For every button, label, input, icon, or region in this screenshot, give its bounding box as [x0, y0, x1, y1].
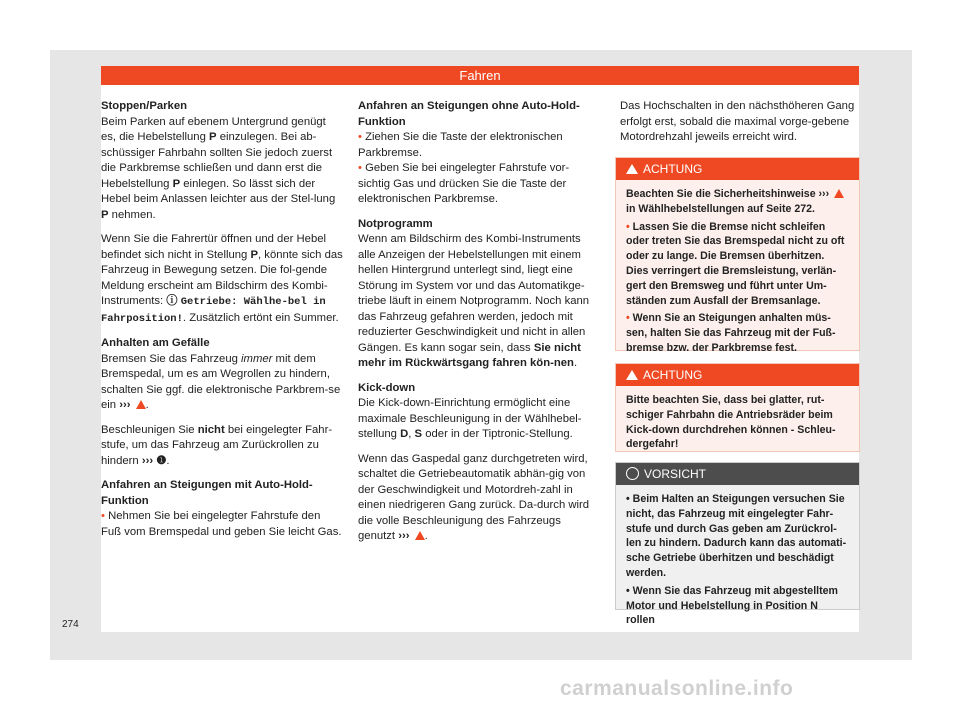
- heading-ohne-auto-hold: Anfahren an Steigungen ohne Auto-Hold-Funktion: [358, 100, 580, 128]
- column-1: [101, 99, 343, 549]
- warning-icon: [136, 400, 146, 409]
- column-3: [620, 99, 860, 155]
- paragraph-parken: Beim Parken auf ebenem Untergrund genügt es, die Hebelstellung P einzulegen. Bei ab-schüssiger Fahrbahn sollten Sie jedoch zuerst die Parkbremse schließen und dann erst die Hebelstellung P einlegen. So lässt sich der Hebel beim Anlassen leichter aus der Stel-lung P nehmen.: [101, 115, 336, 221]
- heading-kick-down: Kick-down: [358, 381, 416, 394]
- heading-stoppen-parken: Stoppen/Parken: [101, 100, 188, 112]
- column-2: [358, 99, 600, 554]
- caution-box-body: • Beim Halten an Steigungen versuchen Sie nicht, das Fahrzeug mit eingelegter Fahr-stufe und durch Gas geben am Zurückrol-len zu hindern. Dadurch kann das automati-sche Getriebe überhitzen und beschädigt werden. • Wenn Sie das Fahrzeug mit abgestelltem Motor und Hebelstellung in Position N rollen: [626, 493, 847, 627]
- warning-icon: [626, 370, 638, 380]
- watermark: carmanualsonline.info: [560, 677, 794, 700]
- paragraph-fahrertuer: Wenn Sie die Fahrertür öffnen und der Hebel befindet sich nicht in Stellung P, könnte sich das Fahrzeug in Bewegung setzen. Die fol-gende Meldung erscheint am Bildschirm des Kombi-Instruments: ⓘ Getriebe: Wählhe-bel in Fahrposition!. Zusätzlich ertönt ein Summer.: [101, 233, 343, 325]
- warning-box-body: Beachten Sie die Sicherheitshinweise ››› in Wählhebelstellungen auf Seite 272. • Lassen Sie die Bremse nicht schleifen oder treten Sie das Bremspedal nicht zu oft oder zu lange. Die Bremsen überhitzen. Dies verringert die Bremsleistung, verlän-gert den Bremsweg und führt unter Um-ständen zum Ausfall der Bremsanlage. • Wenn Sie an Steigungen anhalten müs-sen, halten Sie das Fahrzeug mit der Fuß-bremse bzw. der Parkbremse fest.: [626, 188, 845, 354]
- page-number: 274: [62, 619, 79, 630]
- section-banner: Fahren: [101, 66, 859, 85]
- caution-box-header: VORSICHT: [616, 463, 859, 485]
- paragraph-hochschalten: Das Hochschalten in den nächsthöheren Gang erfolgt erst, sobald die maximal vorge-gebene Motordrehzahl jeweils erreicht wird.: [620, 100, 855, 143]
- paragraph-gaspedal: Wenn das Gaspedal ganz durchgetreten wird, schaltet die Getriebeautomatik abhän-gig von der Geschwindigkeit und Motordreh-zahl in einen niedrigeren Gang zurück. Da-durch wird die volle Beschleunigung des Fahrzeugs genutzt ››› .: [358, 452, 590, 542]
- heading-auto-hold: Anfahren an Steigungen mit Auto-Hold-Funktion: [101, 479, 313, 507]
- warning-box-2: [615, 363, 860, 452]
- paragraph-kick-down: Die Kick-down-Einrichtung ermöglicht eine maximale Beschleunigung in der Wählhebel-stellung D, S oder in der Tiptronic-Stellung.: [358, 397, 582, 440]
- warning-box-header: ACHTUNG: [616, 158, 859, 180]
- warning-icon: [626, 164, 638, 174]
- info-circle-icon: [626, 467, 639, 480]
- paragraph-beschleunigen: Beschleunigen Sie nicht bei eingelegter Fahr-stufe, um das Fahrzeug am Zurückrollen zu hindern ››› ❶.: [101, 423, 333, 467]
- note-icon: ❶: [156, 454, 167, 467]
- warning-icon: [415, 531, 425, 540]
- warning-icon: [834, 189, 844, 198]
- paragraph-anhalten: Bremsen Sie das Fahrzeug immer mit dem Bremspedal, um es am Wegrollen zu hindern, schalten Sie ggf. die elektronische Parkbrem-se ein ››› .: [101, 352, 341, 411]
- warning-box-1: [615, 157, 860, 354]
- warning-box-body: Bitte beachten Sie, dass bei glatter, rut-schiger Fahrbahn die Antriebsräder beim Kick-down durchdrehen können - Schleu-dergefahr!: [626, 394, 836, 451]
- heading-notprogramm: Notprogramm: [358, 217, 433, 230]
- display-message: Getriebe: Wählhe-bel in Fahrposition!: [101, 296, 326, 325]
- bullet-item: • Nehmen Sie bei eingelegter Fahrstufe den Fuß vom Bremspedal und geben Sie leicht Gas.: [101, 510, 342, 538]
- paragraph-notprogramm: Wenn am Bildschirm des Kombi-Instruments alle Anzeigen der Hebelstellungen mit einem hellen Hintergrund unterlegt sind, liegt eine Störung im System vor und das Automatikge-triebe läuft in einem Notprogramm. Noch kann das Fahrzeug gefahren werden, jedoch mit reduzierter Geschwindigkeit und nicht in allen Gängen. Es kann sogar sein, dass Sie nicht mehr im Rückwärtsgang fahren kön-nen.: [358, 233, 590, 369]
- caution-box: [615, 462, 860, 627]
- warning-box-header: ACHTUNG: [616, 364, 859, 386]
- bullet-item: • Geben Sie bei eingelegter Fahrstufe vor-sichtig Gas und drücken Sie die Taste der elektronischen Parkbremse.: [358, 162, 570, 205]
- heading-anhalten-gefaelle: Anhalten am Gefälle: [101, 337, 210, 349]
- bullet-item: • Ziehen Sie die Taste der elektronischen Parkbremse.: [358, 131, 563, 159]
- info-icon: ⓘ: [166, 295, 178, 307]
